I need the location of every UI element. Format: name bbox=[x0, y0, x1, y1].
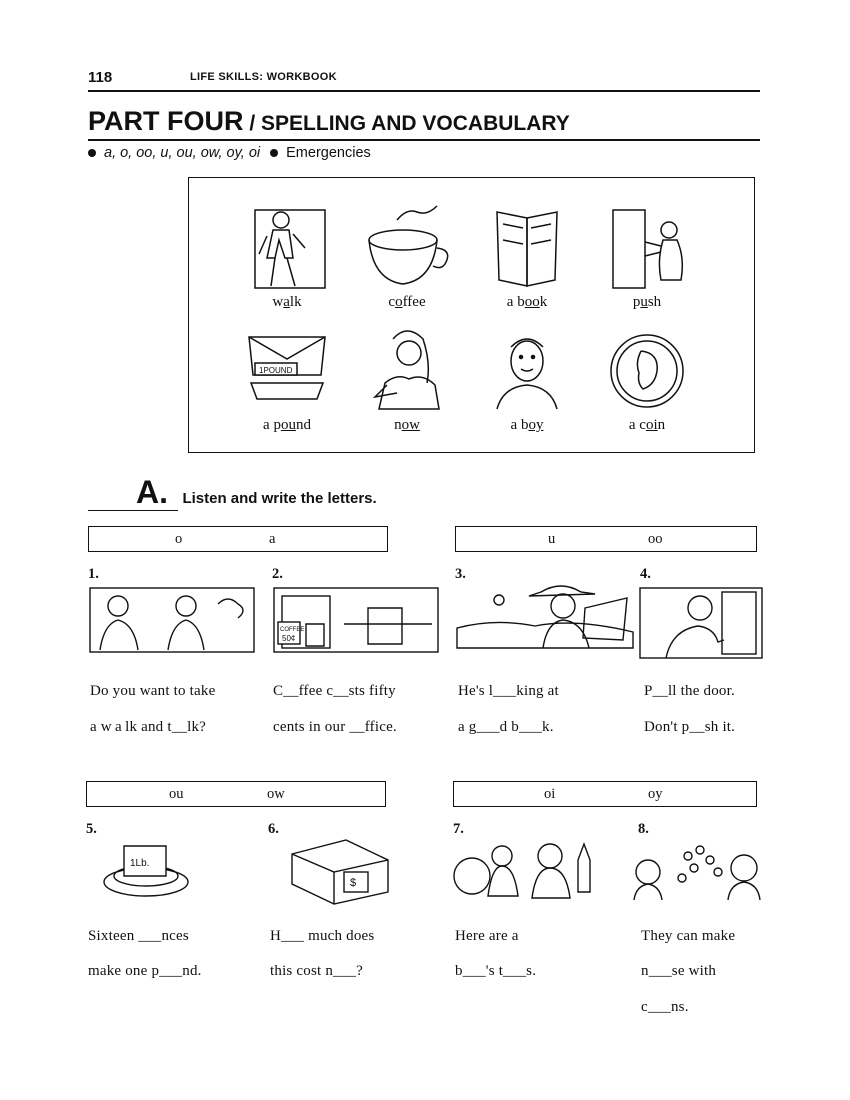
man-walking-icon bbox=[237, 200, 337, 292]
book-icon bbox=[477, 200, 577, 292]
vocab-word: walk bbox=[272, 294, 302, 310]
svg-text:$: $ bbox=[350, 877, 357, 889]
sound-option: a bbox=[269, 531, 276, 547]
vocab-item bbox=[587, 200, 707, 311]
exercise-sentence: They can make bbox=[641, 928, 736, 944]
sound-box bbox=[88, 526, 388, 552]
vocab-word: a boy bbox=[510, 417, 544, 433]
sound-option: ow bbox=[267, 786, 285, 802]
svg-text:1POUND: 1POUND bbox=[259, 366, 293, 375]
price-tag-box-icon bbox=[286, 836, 394, 906]
heading-rule bbox=[88, 510, 136, 511]
exercise-sentence: H___ much does bbox=[270, 928, 375, 944]
vocab-item bbox=[467, 323, 587, 434]
vocabulary-box bbox=[188, 177, 755, 453]
man-pushing-door-icon bbox=[638, 584, 764, 660]
exercise-sentence: make one p___nd. bbox=[88, 963, 202, 979]
vocab-word: a coin bbox=[628, 417, 666, 433]
running-head: LIFE SKILLS: WORKBOOK bbox=[190, 71, 337, 83]
sound-option: oo bbox=[648, 531, 663, 547]
exercise-sentence: n___se with bbox=[641, 963, 717, 979]
section-a-heading bbox=[88, 474, 377, 511]
exercise-sentence: a g___d b___k. bbox=[458, 719, 554, 735]
woman-checking-watch-icon bbox=[357, 323, 457, 415]
vocab-word: coffee bbox=[388, 294, 426, 310]
sound-box bbox=[453, 781, 757, 807]
vocab-item bbox=[467, 200, 587, 311]
svg-text:1Lb.: 1Lb. bbox=[130, 858, 150, 869]
coffee-machine-office-icon bbox=[272, 584, 440, 654]
vocab-item bbox=[347, 323, 467, 434]
exercise-number: 5. bbox=[86, 821, 97, 837]
boys-with-coins-icon bbox=[632, 836, 762, 900]
vocab-item bbox=[227, 323, 347, 434]
cowboy-reading-icon bbox=[455, 578, 635, 654]
page-title bbox=[88, 106, 570, 137]
title-rule bbox=[88, 139, 760, 141]
sound-option: oy bbox=[648, 786, 663, 802]
exercise-sentence: Don't p__sh it. bbox=[644, 719, 736, 735]
one-pound-package-icon bbox=[100, 836, 196, 902]
exercise-sentence: b___'s t___s. bbox=[455, 963, 537, 979]
exercise-sentence: Sixteen ___nces bbox=[88, 928, 189, 944]
vocab-word: a book bbox=[506, 294, 548, 310]
exercise-sentence: C__ffee c__sts fifty bbox=[273, 683, 396, 699]
sound-option: u bbox=[548, 531, 556, 547]
child-pushing-door-icon bbox=[597, 200, 697, 292]
sound-box bbox=[455, 526, 757, 552]
exercise-number: 8. bbox=[638, 821, 649, 837]
exercise-number: 2. bbox=[272, 566, 283, 582]
exercise-sentence: He's l___king at bbox=[458, 683, 559, 699]
exercise-sentence: c___ns. bbox=[641, 999, 689, 1015]
page-number: 118 bbox=[88, 69, 113, 86]
subtitle bbox=[88, 145, 371, 161]
exercise-sentence: P__ll the door. bbox=[644, 683, 735, 699]
bullet-icon bbox=[88, 149, 96, 157]
sound-option: oi bbox=[544, 786, 556, 802]
theme-label: Emergencies bbox=[286, 145, 371, 161]
coin-icon bbox=[597, 323, 697, 415]
part-label: PART FOUR bbox=[88, 106, 244, 136]
topic-label: SPELLING AND VOCABULARY bbox=[261, 112, 570, 135]
title-separator: / bbox=[243, 112, 262, 135]
exercise-sentence: a w a lk and t__lk? bbox=[90, 719, 207, 735]
sound-box bbox=[86, 781, 386, 807]
vocab-word: now bbox=[394, 417, 420, 433]
exercise-sentence: this cost n___? bbox=[270, 963, 363, 979]
vocab-item bbox=[227, 200, 347, 311]
vocab-item bbox=[587, 323, 707, 434]
exercise-sentence: cents in our __ffice. bbox=[273, 719, 397, 735]
section-instruction: Listen and write the letters. bbox=[182, 490, 377, 507]
sound-option: o bbox=[175, 531, 183, 547]
sounds-list: a, o, oo, u, ou, ow, oy, oi bbox=[104, 145, 261, 161]
exercise-number: 3. bbox=[455, 566, 466, 582]
exercise-number: 1. bbox=[88, 566, 99, 582]
svg-text:50¢: 50¢ bbox=[282, 634, 296, 643]
coffee-cup-icon bbox=[357, 200, 457, 292]
toys-icon bbox=[452, 836, 598, 902]
svg-text:COFFEE: COFFEE bbox=[280, 627, 305, 633]
scale-package-icon bbox=[237, 323, 337, 415]
exercise-number: 4. bbox=[640, 566, 651, 582]
header-rule bbox=[88, 90, 760, 92]
vocab-word: push bbox=[632, 294, 662, 310]
vocab-item bbox=[347, 200, 467, 311]
boy-icon bbox=[477, 323, 577, 415]
couple-talking-icon bbox=[88, 584, 256, 654]
exercise-sentence: Do you want to take bbox=[90, 683, 216, 699]
exercise-number: 7. bbox=[453, 821, 464, 837]
section-letter: A. bbox=[136, 474, 178, 511]
sound-option: ou bbox=[169, 786, 184, 802]
vocab-word: a pound bbox=[263, 417, 311, 433]
exercise-sentence: Here are a bbox=[455, 928, 519, 944]
bullet-icon bbox=[270, 149, 278, 157]
exercise-number: 6. bbox=[268, 821, 279, 837]
